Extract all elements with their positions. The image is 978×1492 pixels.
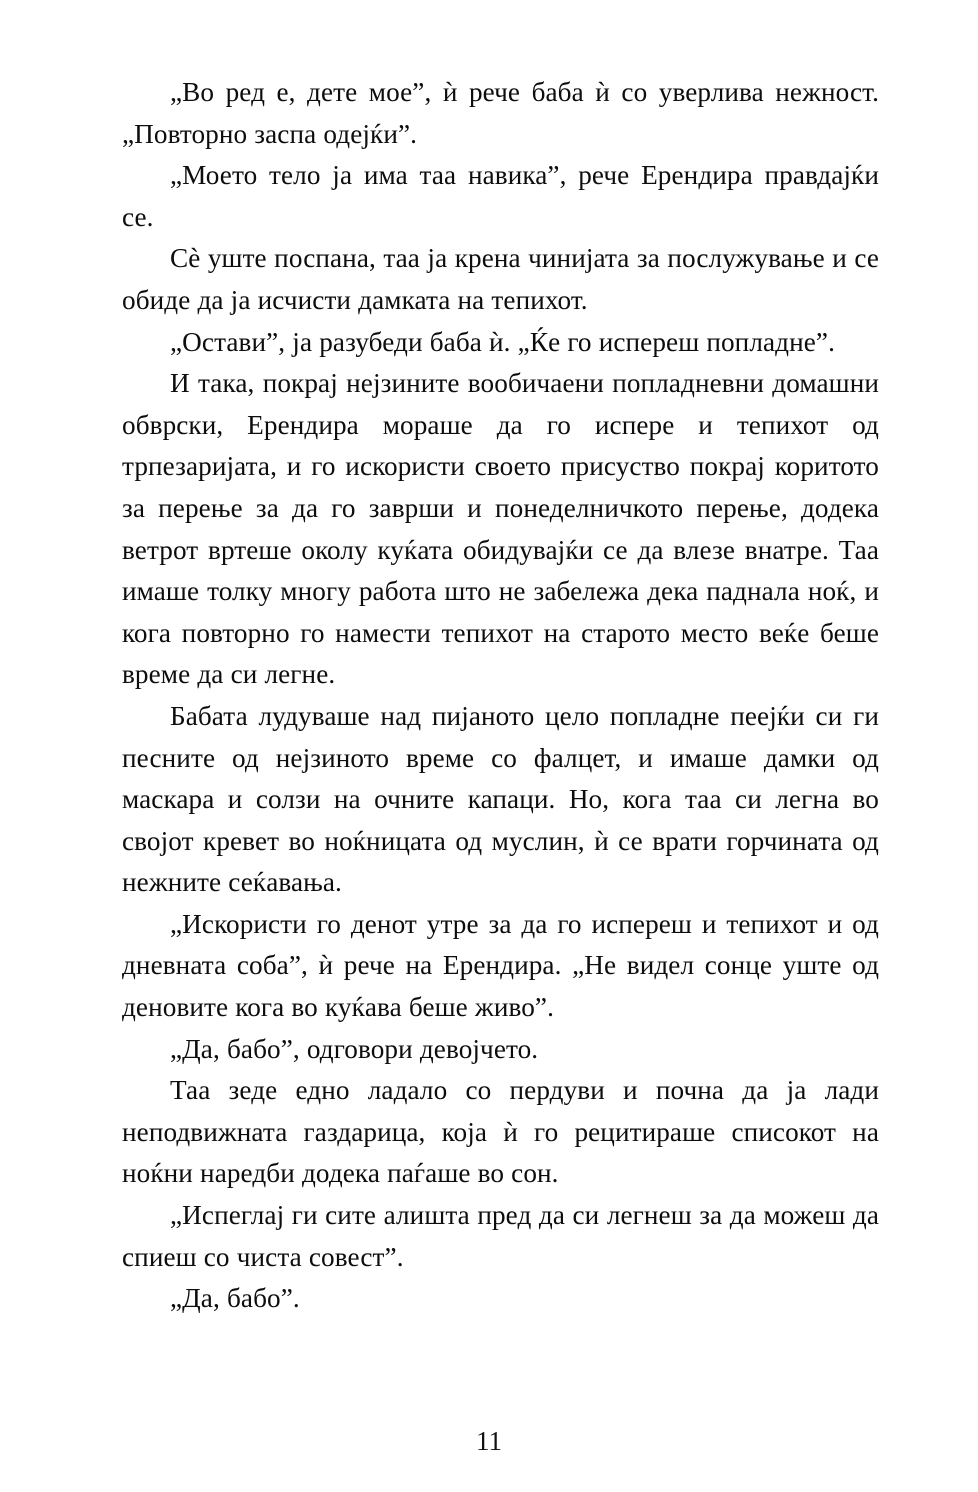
paragraph: „Моето тело ја има таа навика”, рече Ерендира правдајќи се.: [122, 160, 879, 232]
page-number: 11: [476, 1426, 502, 1456]
paragraph: Сѐ уште поспана, таа ја крена чинијата за послужување и се обиде да ја исчисти дамката на тепихот.: [122, 243, 879, 315]
paragraph: „Остави”, ја разубеди баба ѝ. „Ќе го испереш попладне”.: [170, 326, 835, 357]
paragraph: „Искористи го денот утре за да го испереш и тепихот и од дневната соба”, ѝ рече на Ерендира. „Не видел сонце уште од деновите кога во куќава беше живо”.: [122, 908, 879, 1023]
page-text-block: [122, 72, 879, 1320]
paragraph: „Да, бабо”, одговори девојчето.: [170, 1033, 539, 1064]
paragraph: Бабата лудуваше над пијаното цело попладне пеејќи си ги песните од нејзиното време со фалцет, и имаше дамки од маскара и солзи на очните капаци. Но, кога таа си легна во својот кревет во ноќницата од муслин, ѝ се врати горчината од нежните сеќавања.: [122, 700, 879, 898]
paragraph: „Да, бабо”.: [170, 1283, 300, 1314]
paragraph: Таа зеде едно ладало со пердуви и почна да ја лади неподвижната газдарица, која ѝ го рецитираше списокот на ноќни наредби додека паѓаше во сон.: [122, 1075, 879, 1189]
paragraph: „Испеглај ги сите алишта пред да си легнеш за да можеш да спиеш со чиста совест”.: [122, 1200, 879, 1272]
paragraph: И така, покрај нејзините вообичаени попладневни домашни обврски, Ерендира мораше да го испере и тепихот од трпезаријата, и го искористи своето присуство покрај коритото за перење за да го заврши и понеделничкото перење, додека ветрот вртеше околу куќата обидувајќи се да влезе внатре. Таа имаше толку многу работа што не забележа дека паднала ноќ, и кога повторно го намести тепихот на старото место веќе беше време да си легне.: [122, 368, 879, 690]
paragraph: „Во ред е, дете мое”, ѝ рече баба ѝ со уверлива нежност. „Повторно заспа одејќи”.: [122, 77, 879, 149]
